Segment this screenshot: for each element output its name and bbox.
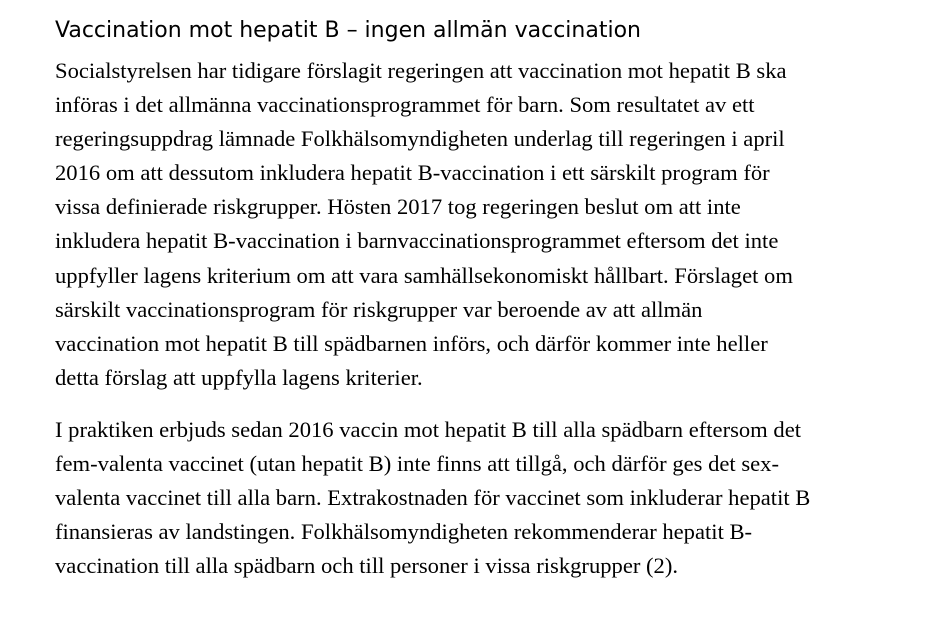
document-page <box>55 14 935 583</box>
text-line: valenta vaccinet till alla barn. Extrakostnaden för vaccinet som inkluderar hepatit B <box>55 485 811 511</box>
text-line: finansieras av landstingen. Folkhälsomyndigheten rekommenderar hepatit B- <box>55 519 753 545</box>
text-line: vaccination mot hepatit B till spädbarnen införs, och därför kommer inte heller <box>55 330 768 356</box>
paragraph-2 <box>55 413 935 583</box>
text-line: regeringsuppdrag lämnade Folkhälsomyndigheten underlag till regeringen i april <box>55 126 785 152</box>
text-line: Socialstyrelsen har tidigare förslagit regeringen att vaccination mot hepatit B ska <box>55 58 787 83</box>
text-line: vaccination till alla spädbarn och till personer i vissa riskgrupper (2). <box>55 553 679 579</box>
text-line: införas i det allmänna vaccinationsprogrammet för barn. Som resultatet av ett <box>55 92 755 118</box>
text-line: fem-valenta vaccinet (utan hepatit B) inte finns att tillgå, och därför ges det sex- <box>55 451 779 477</box>
text-line: detta förslag att uppfylla lagens kriterier. <box>55 364 423 390</box>
text-line: uppfyller lagens kriterium om att vara samhällsekonomiskt hållbart. Förslaget om <box>55 262 793 288</box>
text-line: vissa definierade riskgrupper. Hösten 2017 tog regeringen beslut om att inte <box>55 194 741 220</box>
text-line: särskilt vaccinationsprogram för riskgrupper var beroende av att allmän <box>55 296 703 322</box>
text-line: inkludera hepatit B-vaccination i barnvaccinationsprogrammet eftersom det inte <box>55 228 779 254</box>
paragraph-1 <box>55 54 935 395</box>
section-heading: Vaccination mot hepatit B – ingen allmän vaccination <box>55 18 641 43</box>
text-line: I praktiken erbjuds sedan 2016 vaccin mot hepatit B till alla spädbarn eftersom det <box>55 416 802 442</box>
text-line: 2016 om att dessutom inkludera hepatit B-vaccination i ett särskilt program för <box>55 160 770 186</box>
